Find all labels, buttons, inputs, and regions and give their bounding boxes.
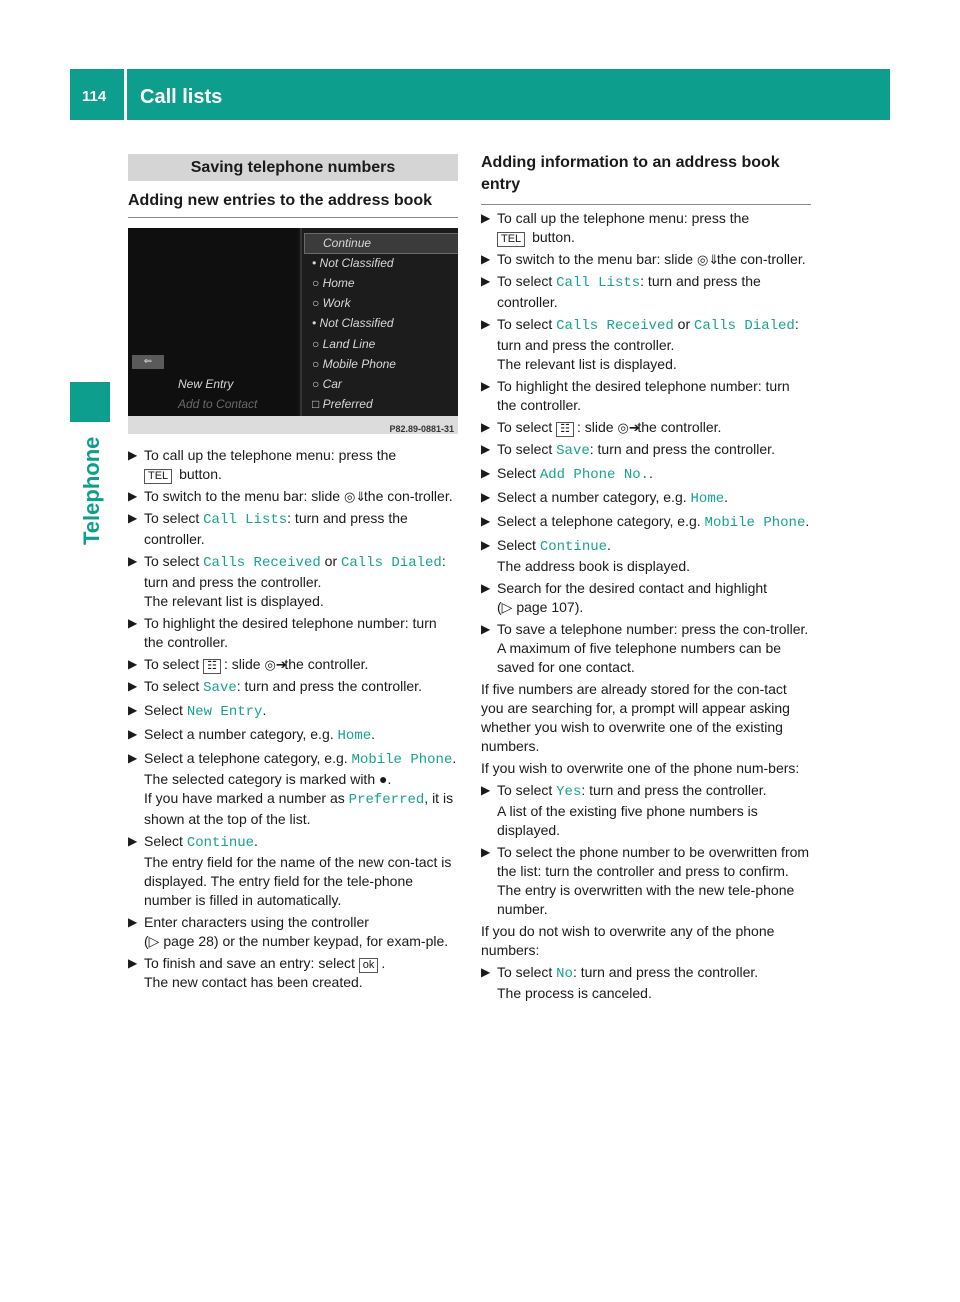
arrow-icon: ▶ bbox=[481, 490, 491, 504]
arrow-icon: ▶ bbox=[481, 622, 491, 636]
instruction-step: ▶ To select the phone number to be overwritten from the list: turn the controller and press to confirm. The entry is overwritten with the new tele-phone number. bbox=[481, 844, 810, 917]
arrow-icon: ▶ bbox=[128, 448, 138, 462]
body-paragraph: If you do not wish to overwrite any of the phone numbers: bbox=[481, 923, 775, 958]
menu-keyword: Add Phone No. bbox=[539, 467, 650, 483]
menu-keyword: Continue bbox=[186, 835, 255, 851]
arrow-icon: ▶ bbox=[128, 751, 138, 765]
controller-slide-down-icon: ◎⇓ bbox=[697, 252, 720, 267]
instruction-step: ▶ To highlight the desired telephone number: turn the controller. bbox=[128, 615, 437, 650]
right-column bbox=[481, 150, 811, 1006]
menu-keyword: Mobile Phone bbox=[351, 752, 453, 768]
instruction-step: ▶ To select Yes: turn and press the controller. A list of the existing five phone numbers is displayed. bbox=[481, 782, 767, 838]
page-number: 114 bbox=[82, 88, 107, 105]
screen-option: □ Preferred bbox=[312, 397, 373, 411]
screen-option: ○ Home bbox=[312, 276, 355, 290]
menu-keyword: Home bbox=[690, 491, 725, 507]
controller-slide-down-icon: ◎⇓ bbox=[344, 489, 367, 504]
arrow-icon: ▶ bbox=[481, 420, 491, 434]
menu-keyword: Calls Received bbox=[203, 555, 321, 571]
arrow-icon: ▶ bbox=[481, 211, 491, 225]
instruction-step: ▶ Enter characters using the controller (▷ page 28) or the number keypad, for exam-ple. bbox=[128, 914, 449, 949]
arrow-icon: ▶ bbox=[128, 956, 138, 970]
arrow-icon: ▶ bbox=[481, 845, 491, 859]
screen-option: • Not Classified bbox=[312, 256, 394, 270]
screen-option: ○ Mobile Phone bbox=[312, 357, 396, 371]
arrow-icon: ▶ bbox=[481, 581, 491, 595]
screen-entry-add: Add to Contact bbox=[178, 397, 258, 411]
tel-key-icon: TEL bbox=[144, 469, 172, 484]
menu-keyword: Calls Received bbox=[556, 318, 674, 334]
menu-keyword: Preferred bbox=[348, 792, 425, 808]
arrow-icon: ▶ bbox=[128, 727, 138, 741]
arrow-icon: ▶ bbox=[128, 511, 138, 525]
side-section-label: Telephone bbox=[79, 436, 104, 545]
menu-keyword: Continue bbox=[539, 539, 608, 555]
arrow-icon: ▶ bbox=[128, 616, 138, 630]
arrow-icon: ▶ bbox=[481, 442, 491, 456]
menu-keyword: Mobile Phone bbox=[704, 515, 806, 531]
arrow-icon: ▶ bbox=[481, 379, 491, 393]
screen-option: ○ Car bbox=[312, 377, 342, 391]
screen-entry-new: New Entry bbox=[178, 377, 234, 391]
instruction-step: ▶ Select a number category, e.g. Home. bbox=[481, 489, 729, 507]
instruction-step: ▶ To call up the telephone menu: press the TEL button. bbox=[128, 447, 397, 482]
instruction-step: ▶ Select New Entry. bbox=[128, 702, 267, 720]
instruction-step: ▶ Select Continue. The address book is displayed. bbox=[481, 537, 690, 574]
arrow-icon: ▶ bbox=[481, 317, 491, 331]
screenshot-figure bbox=[128, 228, 458, 434]
menu-keyword: Yes bbox=[556, 784, 582, 800]
screen-option: ○ Land Line bbox=[312, 337, 376, 351]
arrow-icon: ▶ bbox=[128, 915, 138, 929]
contact-symbol-icon: ☷ bbox=[556, 422, 574, 437]
screen-option-selected: Continue bbox=[304, 233, 458, 254]
page-title: Call lists bbox=[140, 86, 223, 108]
menu-keyword: Calls Dialed bbox=[341, 555, 442, 571]
instruction-step: ▶ To switch to the menu bar: slide ◎⇓ the con-troller. bbox=[481, 251, 806, 267]
menu-keyword: Save bbox=[556, 443, 590, 459]
tel-key-icon: TEL bbox=[497, 232, 525, 247]
body-paragraph: If you wish to overwrite one of the phone num-bers: bbox=[481, 760, 800, 776]
instruction-step: ▶ Select a telephone category, e.g. Mobile Phone. The selected category is marked with ●. If you have marked a number as Preferred, it is shown at the top of the list. bbox=[128, 750, 457, 827]
controller-slide-right-icon: ◎➔ bbox=[617, 420, 640, 435]
instruction-step: ▶ To select Save: turn and press the controller. bbox=[128, 678, 422, 696]
arrow-icon: ▶ bbox=[128, 834, 138, 848]
instruction-step: ▶ To highlight the desired telephone number: turn the controller. bbox=[481, 378, 790, 413]
screen-option: ○ Work bbox=[312, 296, 351, 310]
section-tab-marker bbox=[70, 382, 110, 422]
back-icon: ⇐ bbox=[132, 355, 164, 369]
arrow-icon: ▶ bbox=[481, 514, 491, 528]
arrow-icon: ▶ bbox=[128, 657, 138, 671]
arrow-icon: ▶ bbox=[481, 274, 491, 288]
menu-keyword: No bbox=[556, 966, 573, 982]
menu-keyword: New Entry bbox=[186, 704, 263, 720]
arrow-icon: ▶ bbox=[481, 466, 491, 480]
figure-code: P82.89-0881-31 bbox=[389, 424, 454, 434]
section-heading: Saving telephone numbers bbox=[128, 154, 458, 181]
instruction-step: ▶ To switch to the menu bar: slide ◎⇓ the con-troller. bbox=[128, 488, 453, 504]
menu-keyword: Call Lists bbox=[556, 275, 641, 291]
menu-keyword: Home bbox=[337, 728, 372, 744]
arrow-icon: ▶ bbox=[481, 783, 491, 797]
body-paragraph: If five numbers are already stored for the con-tact you are searching for, a prompt will appear asking whether you wish to overwrite one of the existing numbers. bbox=[481, 681, 790, 754]
arrow-icon: ▶ bbox=[481, 252, 491, 266]
ok-key-icon: ok bbox=[359, 958, 379, 973]
instruction-step: ▶ To select Calls Received or Calls Dialed: turn and press the controller. The relevant list is displayed. bbox=[128, 553, 446, 609]
section-heading: Adding information to an address book entry bbox=[481, 150, 811, 205]
instruction-step: ▶ To finish and save an entry: select ok . The new contact has been created. bbox=[128, 955, 386, 990]
instruction-step: ▶ Select Continue. The entry field for the name of the new con-tact is displayed. The entry field for the tele-phone number is filled in automatically. bbox=[128, 833, 452, 908]
subsection-heading: Adding new entries to the address book bbox=[128, 181, 458, 218]
arrow-icon: ▶ bbox=[128, 703, 138, 717]
instruction-step: ▶ To call up the telephone menu: press the TEL button. bbox=[481, 210, 750, 245]
instruction-step: ▶ To select Call Lists: turn and press the controller. bbox=[481, 273, 761, 310]
arrow-icon: ▶ bbox=[481, 538, 491, 552]
arrow-icon: ▶ bbox=[128, 489, 138, 503]
left-column bbox=[128, 150, 458, 995]
instruction-step: ▶ To save a telephone number: press the con-troller. A maximum of five telephone numbers can be saved for one contact. bbox=[481, 621, 809, 675]
menu-keyword: Calls Dialed bbox=[694, 318, 795, 334]
instruction-step: ▶ Select Add Phone No.. bbox=[481, 465, 653, 483]
instruction-step: ▶ To select ☷ : slide ◎➔ the controller. bbox=[128, 656, 369, 672]
instruction-step: ▶ To select No: turn and press the controller. The process is canceled. bbox=[481, 964, 759, 1001]
instruction-step: ▶ Select a number category, e.g. Home. bbox=[128, 726, 376, 744]
instruction-step: ▶ Search for the desired contact and highlight (▷ page 107). bbox=[481, 580, 768, 615]
menu-keyword: Call Lists bbox=[203, 512, 288, 528]
arrow-icon: ▶ bbox=[481, 965, 491, 979]
instruction-step: ▶ To select Calls Received or Calls Dialed: turn and press the controller. The relevant list is displayed. bbox=[481, 316, 799, 372]
instruction-step: ▶ To select ☷ : slide ◎➔ the controller. bbox=[481, 419, 722, 435]
instruction-step: ▶ To select Save: turn and press the controller. bbox=[481, 441, 775, 459]
instruction-step: ▶ Select a telephone category, e.g. Mobile Phone. bbox=[481, 513, 810, 531]
header-divider bbox=[124, 69, 127, 120]
screen-options-panel bbox=[300, 228, 458, 416]
contact-symbol-icon: ☷ bbox=[203, 659, 221, 674]
controller-slide-right-icon: ◎➔ bbox=[264, 657, 287, 672]
arrow-icon: ▶ bbox=[128, 679, 138, 693]
menu-keyword: Save bbox=[203, 680, 237, 696]
arrow-icon: ▶ bbox=[128, 554, 138, 568]
screen-option: • Not Classified bbox=[312, 316, 394, 330]
instruction-step: ▶ To select Call Lists: turn and press the controller. bbox=[128, 510, 408, 547]
